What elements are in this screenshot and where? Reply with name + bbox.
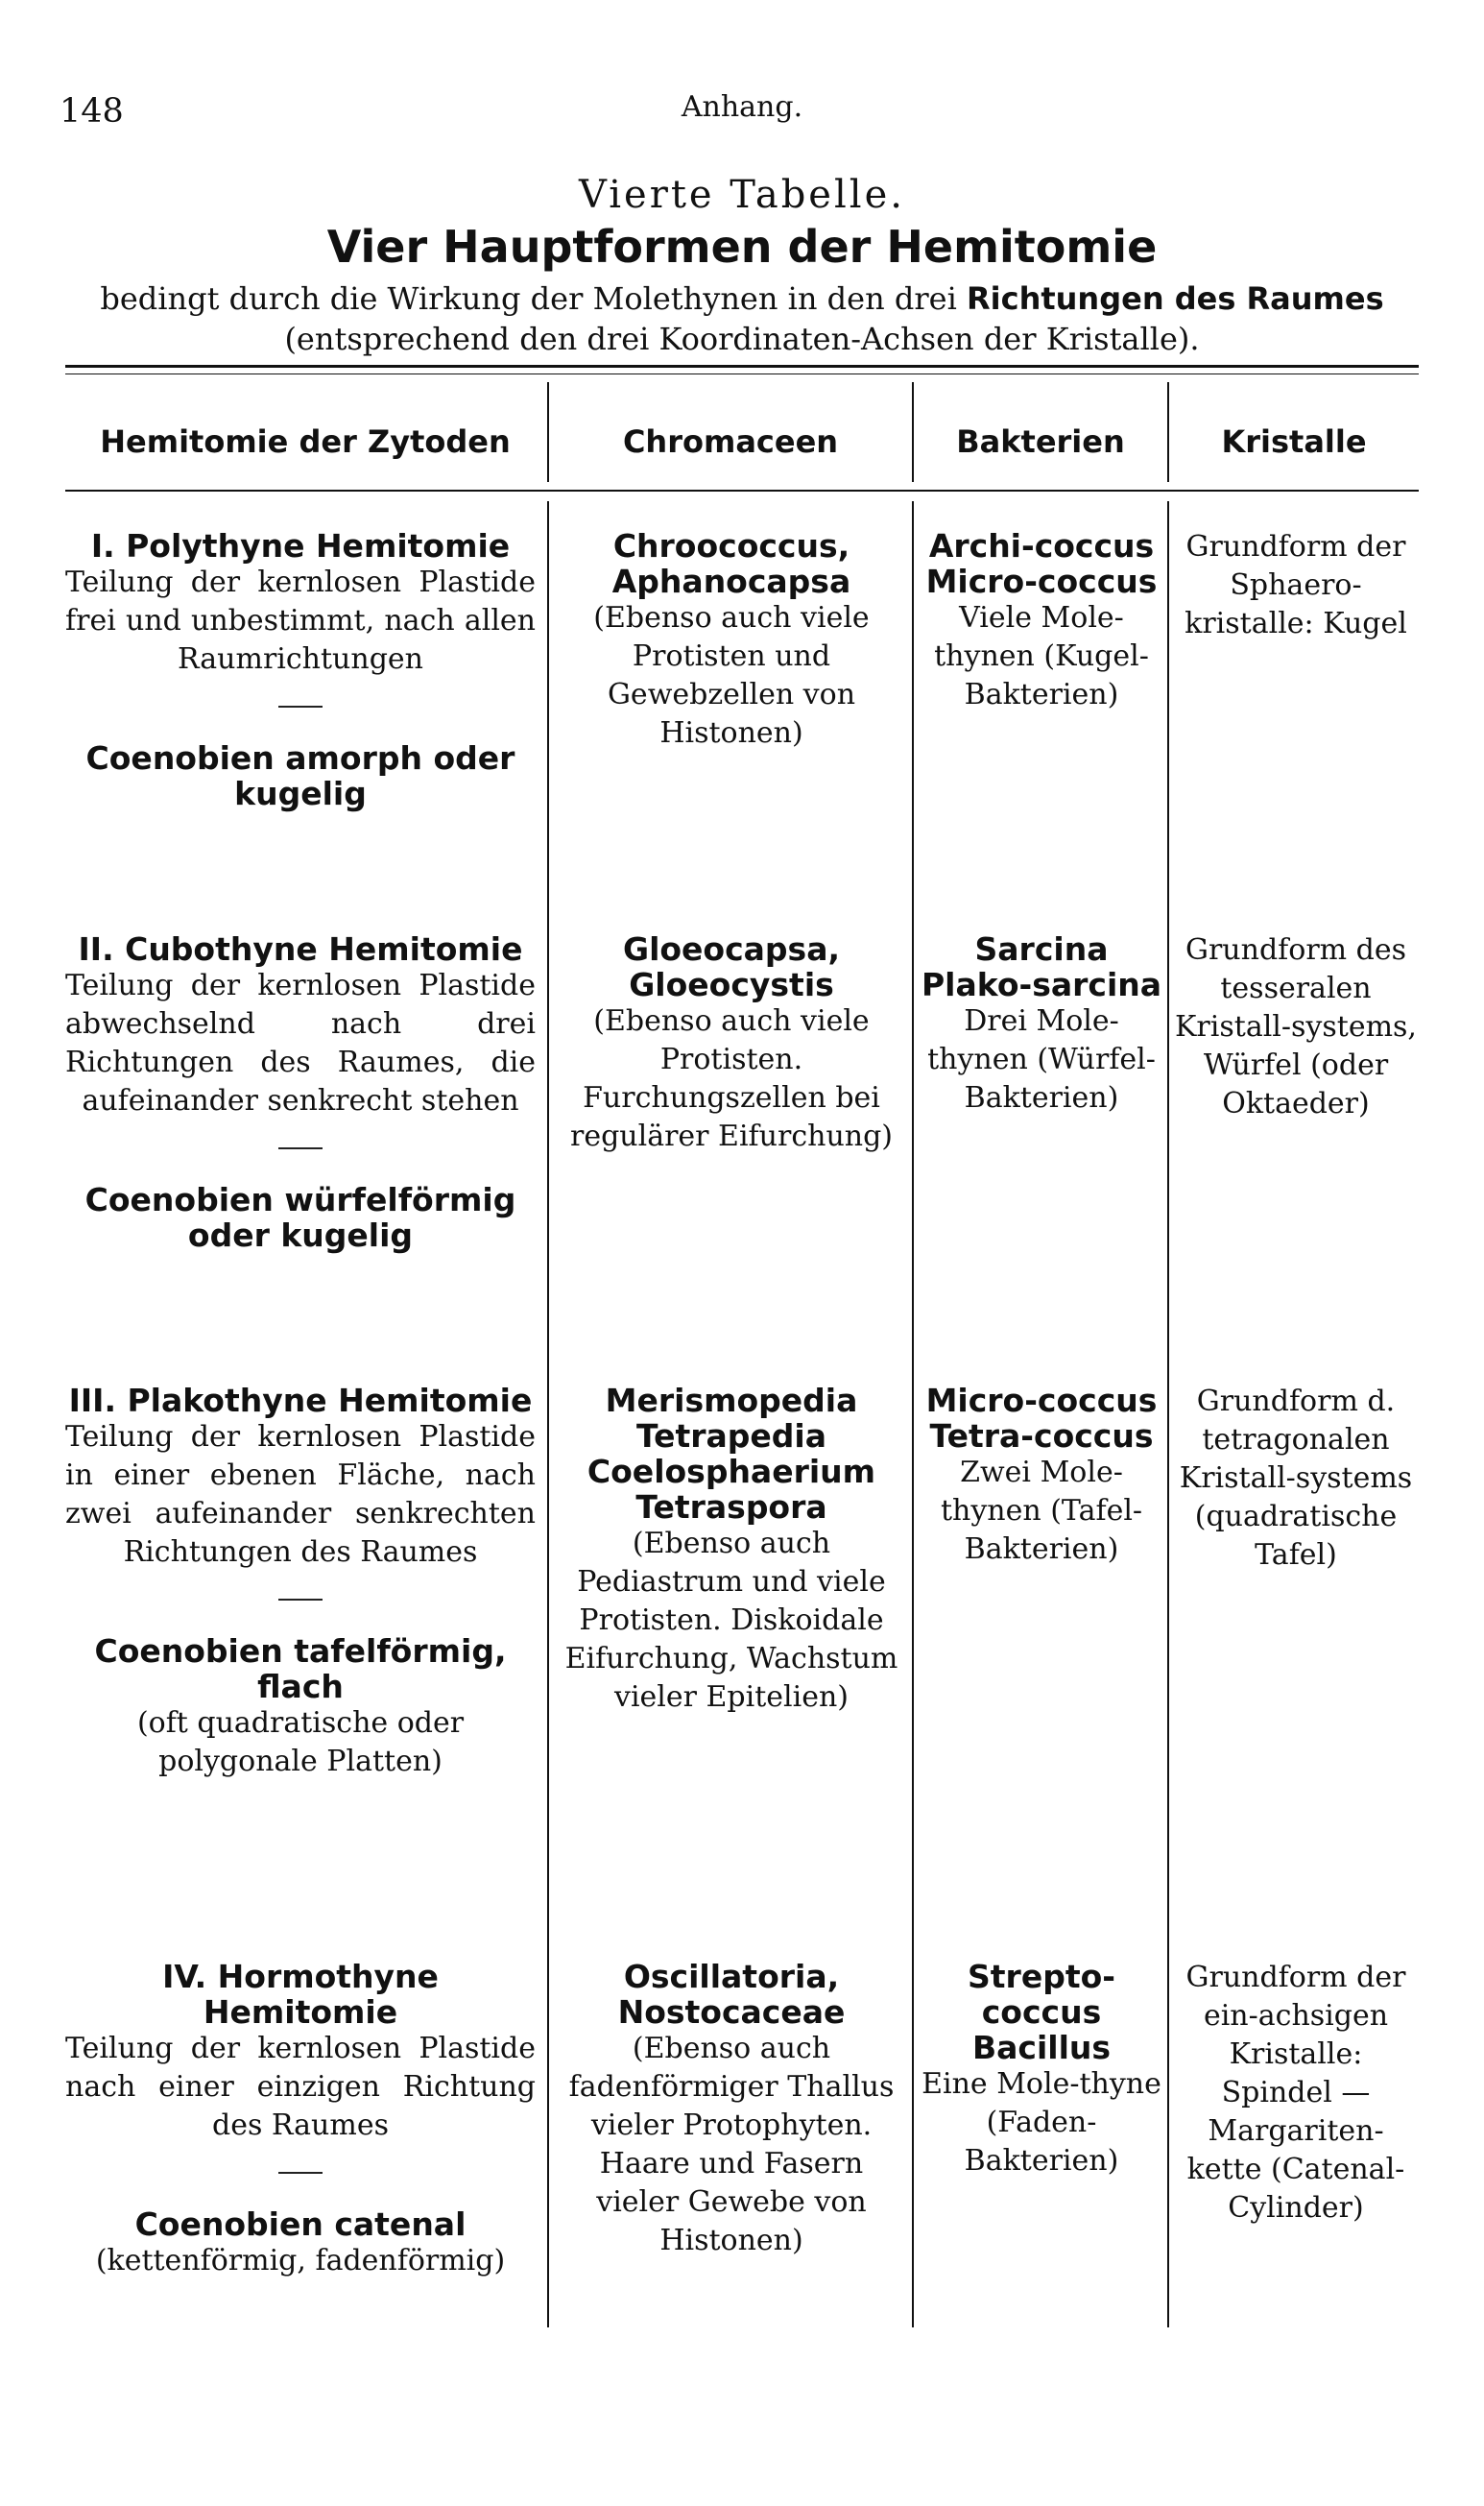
- hemitomie-title: I. Polythyne Hemitomie: [90, 527, 511, 565]
- hemitomie-description: Teilung der kernlosen Plastide abwechselnd nach drei Richtungen des Raumes, die aufeinander senkrecht stehen: [65, 969, 536, 1118]
- chromaceen-note: (Ebenso auch viele Protisten. Furchungszellen bei regulärer Eifurchung): [569, 1004, 893, 1153]
- coenobien-label: Coenobien catenal: [134, 2205, 467, 2243]
- hemitomie-description: Teilung der kernlosen Plastide in einer ebenen Fläche, nach zwei aufeinander senkrechten Richtungen des Raumes: [65, 1420, 536, 1569]
- table-row-cell: [559, 931, 904, 1156]
- coenobien-note: (kettenförmig, fadenförmig): [95, 2244, 506, 2277]
- coenobien-label: Coenobien amorph oder kugelig: [85, 739, 515, 812]
- bakterien-note: Eine Mole-thyne (Faden-Bakterien): [922, 2067, 1161, 2178]
- bakterien-genera: Sarcina Plako-sarcina: [922, 930, 1162, 1003]
- chromaceen-note: (Ebenso auch fadenförmiger Thallus vieler Protophyten. Haare und Fasern vieler Gewebe von Histonen): [568, 2032, 895, 2257]
- subtitle-prefix: bedingt durch die Wirkung der Molethynen in den drei: [100, 280, 957, 317]
- column-header: Hemitomie der Zytoden: [100, 423, 511, 460]
- top-rule-thin: [65, 373, 1419, 374]
- subtitle-bold: Richtungen des Raumes: [966, 280, 1384, 317]
- dash-separator: [65, 687, 536, 725]
- column-divider: [547, 501, 549, 2327]
- coenobien-note: (oft quadratische oder polygonale Platten): [136, 1706, 465, 1778]
- bakterien-note: Drei Mole-thynen (Würfel-Bakterien): [927, 1004, 1156, 1115]
- kristalle-text: Grundform d. tetragonalen Kristall-systems (quadratische Tafel): [1179, 1385, 1413, 1572]
- chromaceen-note: (Ebenso auch viele Protisten und Gewebzellen von Histonen): [593, 601, 870, 750]
- chromaceen-note: (Ebenso auch Pediastrum und viele Protisten. Diskoidale Eifurchung, Wachstum vieler Epitelien): [564, 1527, 898, 1714]
- kristalle-text: Grundform des tesseralen Kristall-systems, Würfel (oder Oktaeder): [1175, 933, 1417, 1120]
- table-row-cell: [65, 931, 536, 1253]
- table-row-cell: [1173, 1959, 1419, 2228]
- chromaceen-genera: Merismopedia Tetrapedia Coelosphaerium Tetraspora: [586, 1382, 876, 1526]
- table-row-cell: [559, 1383, 904, 1717]
- hemitomie-title: IV. Hormothyne Hemitomie: [162, 1958, 439, 2031]
- dash-separator: [65, 1128, 536, 1167]
- bakterien-genera: Archi-coccus Micro-coccus: [925, 527, 1158, 600]
- coenobien-label: Coenobien tafelförmig, flach: [94, 1632, 507, 1705]
- table-title: Vierte Tabelle.: [579, 173, 905, 217]
- subtitle: [65, 278, 1419, 359]
- page-number: 148: [60, 92, 124, 131]
- table-row-cell: [1173, 1383, 1419, 1575]
- bakterien-genera: Micro-coccus Tetra-coccus: [925, 1382, 1158, 1455]
- hemitomie-description: Teilung der kernlosen Plastide frei und unbestimmt, nach allen Raumrichtungen: [65, 566, 536, 676]
- main-title: Vier Hauptformen der Hemitomie: [326, 221, 1158, 273]
- column-divider: [912, 501, 914, 2327]
- column-divider: [1167, 501, 1169, 2327]
- column-header: Bakterien: [956, 423, 1125, 460]
- hemitomie-title: III. Plakothyne Hemitomie: [68, 1382, 533, 1419]
- kristalle-text: Grundform der ein-achsigen Kristalle: Spindel — Margariten-kette (Catenal-Cylinder): [1185, 1961, 1406, 2225]
- chromaceen-genera: Gloeocapsa, Gloeocystis: [622, 930, 841, 1003]
- chromaceen-genera: Chroococcus, Aphanocapsa: [611, 527, 851, 600]
- table-row-cell: [922, 528, 1161, 714]
- bakterien-note: Viele Mole-thynen (Kugel-Bakterien): [934, 601, 1149, 711]
- running-head: Anhang.: [681, 90, 803, 124]
- table-row-cell: [65, 1383, 536, 1781]
- subtitle-line2: (entsprechend den drei Koordinaten-Achsen der Kristalle).: [284, 321, 1200, 357]
- bakterien-genera: Strepto-coccus Bacillus: [968, 1958, 1115, 2066]
- table-row-cell: [65, 1959, 536, 2280]
- table-row-cell: [922, 931, 1161, 1118]
- header-rule: [65, 490, 1419, 492]
- column-header: Chromaceen: [622, 423, 839, 460]
- table-row-cell: [559, 1959, 904, 2260]
- chromaceen-genera: Oscillatoria, Nostocaceae: [617, 1958, 846, 2031]
- bakterien-note: Zwei Mole-thynen (Tafel-Bakterien): [940, 1456, 1143, 1566]
- hemitomie-title: II. Cubothyne Hemitomie: [78, 930, 523, 968]
- table-row-cell: [1173, 931, 1419, 1123]
- hemitomie-description: Teilung der kernlosen Plastide nach einer einzigen Richtung des Raumes: [65, 2032, 536, 2142]
- coenobien-label: Coenobien würfelförmig oder kugelig: [84, 1181, 516, 1254]
- column-header: Kristalle: [1221, 423, 1367, 460]
- dash-separator: [65, 2153, 536, 2191]
- table-row-cell: [65, 528, 536, 811]
- table-row-cell: [559, 528, 904, 753]
- top-rule-thick: [65, 365, 1419, 368]
- kristalle-text: Grundform der Sphaero-kristalle: Kugel: [1185, 530, 1407, 640]
- dash-separator: [65, 1579, 536, 1618]
- table-row-cell: [1173, 528, 1419, 643]
- table-row-cell: [922, 1383, 1161, 1569]
- table-row-cell: [922, 1959, 1161, 2181]
